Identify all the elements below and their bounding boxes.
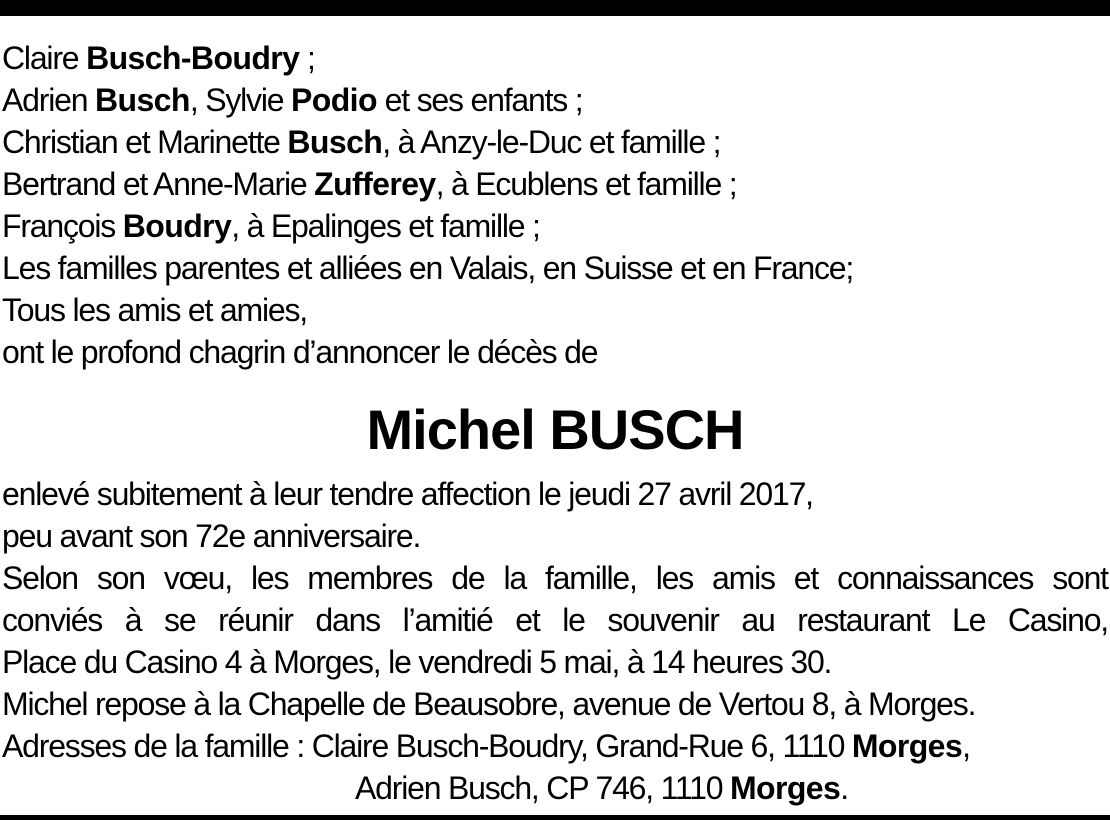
word: l’amitié xyxy=(402,602,493,638)
word: à xyxy=(124,602,142,638)
text-segment: , à Anzy-le-Duc et famille ; xyxy=(382,124,721,160)
family-line xyxy=(2,331,1108,373)
obituary-notice xyxy=(2,37,1108,809)
family-line xyxy=(2,79,1108,121)
text-segment: Tous les amis et amies, xyxy=(2,292,307,328)
address-line-2 xyxy=(2,767,1108,809)
word: souvenir xyxy=(607,602,719,638)
word: réunir xyxy=(218,602,293,638)
surname: Busch xyxy=(287,124,383,160)
word: les xyxy=(250,560,289,596)
details-line-2: peu avant son 72e anniversaire. xyxy=(2,518,421,554)
word: sont xyxy=(1052,560,1108,596)
surname: Boudry xyxy=(122,208,232,244)
word: connaissances xyxy=(837,560,1034,596)
family-line xyxy=(2,205,1108,247)
word: conviés xyxy=(2,602,103,638)
text-segment: Adresses de la famille : Claire Busch-Boudry, Grand-Rue 6, 1110 xyxy=(2,728,852,764)
family-line xyxy=(2,37,1108,79)
word: se xyxy=(164,602,196,638)
word: de xyxy=(451,560,485,596)
bottom-rule xyxy=(0,815,1110,820)
surname: Morges xyxy=(729,770,841,806)
word: et xyxy=(515,602,540,638)
family-line xyxy=(2,121,1108,163)
details-line-1: enlevé subitement à leur tendre affection le jeudi 27 avril 2017, xyxy=(2,476,813,512)
surname: Zufferey xyxy=(314,166,436,202)
details-line-3 xyxy=(2,557,1108,599)
text-segment: François xyxy=(2,208,123,244)
word: les xyxy=(655,560,694,596)
text-segment: , à Epalinges et famille ; xyxy=(231,208,540,244)
word: le xyxy=(562,602,585,638)
text-segment: et ses enfants ; xyxy=(376,82,583,118)
word: la xyxy=(503,560,526,596)
text-segment: Christian et Marinette xyxy=(2,124,288,160)
text-segment: , xyxy=(962,728,970,764)
text-segment: Adrien Busch, CP 746, 1110 xyxy=(355,770,730,806)
word: au xyxy=(741,602,775,638)
deceased-name: Michel BUSCH xyxy=(366,398,744,461)
word: famille, xyxy=(544,560,637,596)
text-segment: ; xyxy=(299,40,315,76)
text-segment: Bertrand et Anne-Marie xyxy=(2,166,315,202)
surname: Busch xyxy=(95,82,190,118)
address-line-1 xyxy=(2,725,1108,767)
text-segment: , à Ecublens et famille ; xyxy=(435,166,737,202)
text-segment: . xyxy=(840,770,848,806)
word: amis xyxy=(712,560,775,596)
text-segment: , Sylvie xyxy=(189,82,292,118)
surname: Podio xyxy=(291,82,377,118)
word: Selon xyxy=(2,560,78,596)
surname: Busch-Boudry xyxy=(86,40,300,76)
word: vœu, xyxy=(163,560,232,596)
word: son xyxy=(96,560,145,596)
text-segment: ont le profond chagrin d’annoncer le décès de xyxy=(2,334,598,370)
top-rule xyxy=(0,0,1110,16)
text-segment: Claire xyxy=(2,40,87,76)
word: restaurant xyxy=(797,602,930,638)
family-list xyxy=(2,37,1108,373)
details-line-6: Michel repose à la Chapelle de Beausobre, avenue de Vertou 8, à Morges. xyxy=(2,686,976,722)
word: Casino, xyxy=(1007,602,1108,638)
family-line xyxy=(2,247,1108,289)
word: et xyxy=(793,560,819,596)
details-line-4 xyxy=(2,599,1108,641)
text-segment: Adrien xyxy=(2,82,95,118)
text-segment: Les familles parentes et alliées en Valais, en Suisse et en France; xyxy=(2,250,854,286)
family-line xyxy=(2,163,1108,205)
word: dans xyxy=(315,602,380,638)
word: Le xyxy=(952,602,986,638)
word: membres xyxy=(307,560,433,596)
family-line xyxy=(2,289,1108,331)
surname: Morges xyxy=(851,728,963,764)
details-line-5: Place du Casino 4 à Morges, le vendredi 5 mai, à 14 heures 30. xyxy=(2,644,832,680)
details xyxy=(2,473,1108,809)
